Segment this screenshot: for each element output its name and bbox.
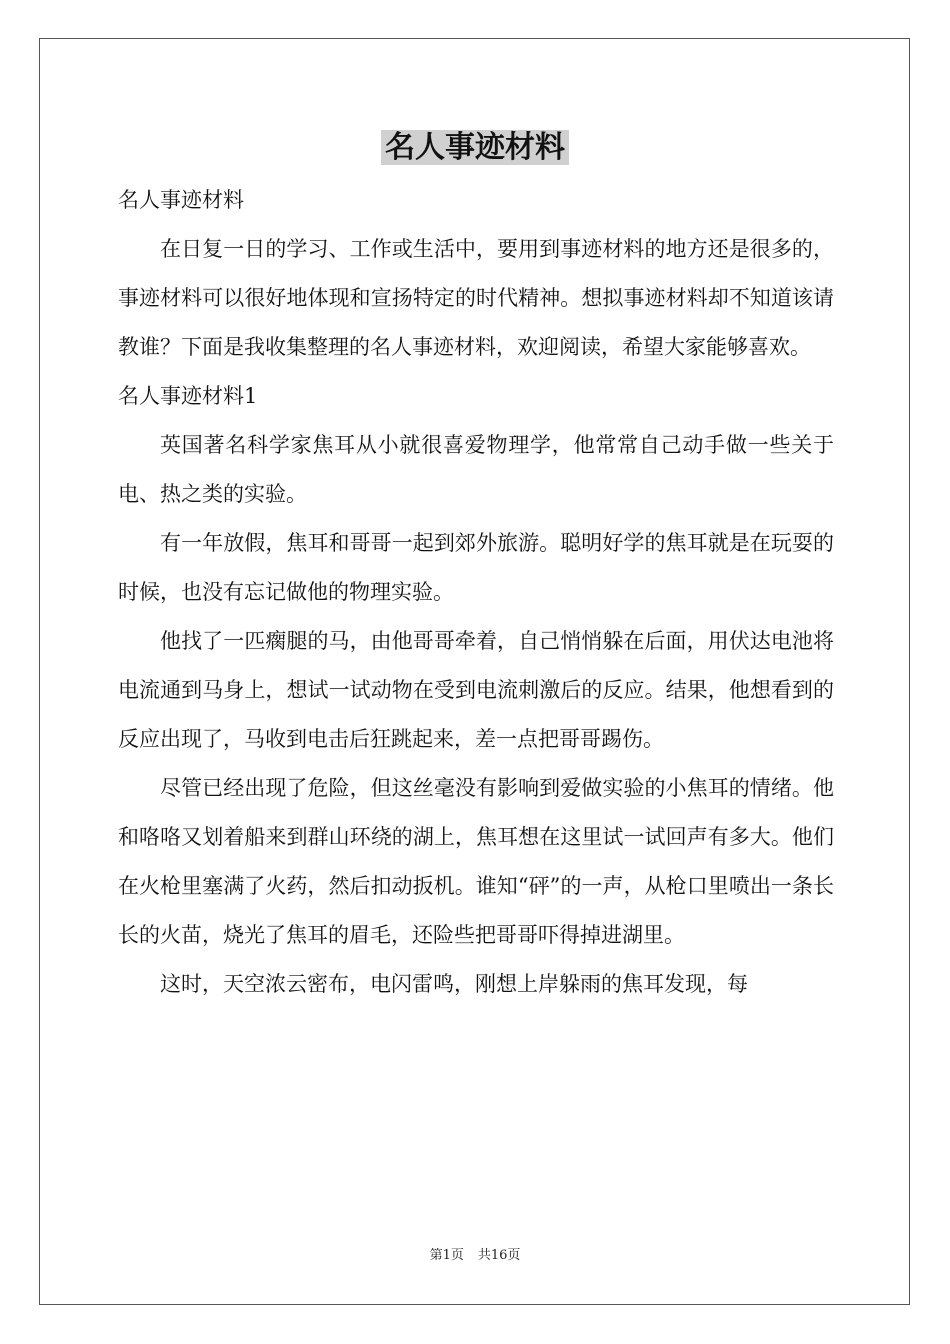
document-subtitle [118, 176, 834, 225]
page-total: 共16页 [477, 1248, 521, 1263]
page-footer [0, 1246, 950, 1266]
section-paragraph-2: 有一年放假，焦耳和哥哥一起到郊外旅游。聪明好学的焦耳就是在玩耍的时候，也没有忘记做他的物理实验。 [118, 531, 834, 604]
intro-paragraph: 在日复一日的学习、工作或生活中，要用到事迹材料的地方还是很多的，事迹材料可以很好地体现和宣扬特定的时代精神。想拟事迹材料却不知道该请教谁？下面是我收集整理的名人事迹材料，欢迎阅读，希望大家能够喜欢。 [118, 237, 834, 359]
section-paragraph-3: 他找了一匹瘸腿的马，由他哥哥牵着，自己悄悄躲在后面，用伏达电池将电流通到马身上，想试一试动物在受到电流刺激后的反应。结果，他想看到的反应出现了，马收到电击后狂跳起来，差一点把哥哥踢伤。 [118, 629, 834, 751]
section-paragraph-4: 尽管已经出现了危险，但这丝毫没有影响到爱做实验的小焦耳的情绪。他和咯咯又划着船来到群山环绕的湖上，焦耳想在这里试一试回声有多大。他们在火枪里塞满了火药，然后扣动扳机。谁知“砰”的一声，从枪口里喷出一条长长的火苗，烧光了焦耳的眉毛，还险些把哥哥吓得掉进湖里。 [118, 776, 834, 947]
page-number: 第1页 [429, 1248, 464, 1263]
section-paragraph-5: 这时，天空浓云密布，电闪雷鸣，刚想上岸躲雨的焦耳发现，每 [160, 972, 748, 996]
section-heading: 名人事迹材料1 [118, 384, 258, 408]
document-body [118, 225, 834, 1009]
section-paragraph-1: 英国著名科学家焦耳从小就很喜爱物理学，他常常自己动手做一些关于电、热之类的实验。 [118, 433, 834, 506]
document-title [0, 127, 950, 169]
subtitle-text: 名人事迹材料 [118, 188, 244, 212]
document-title-text: 名人事迹材料 [381, 130, 569, 165]
